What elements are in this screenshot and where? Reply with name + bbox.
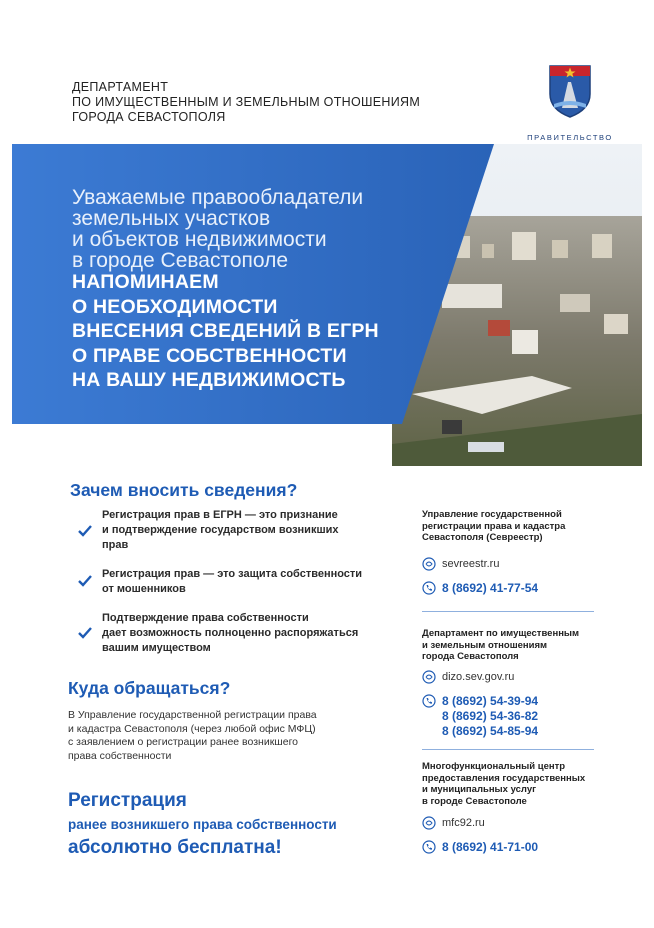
department-line: ПО ИМУЩЕСТВЕННЫМ И ЗЕМЕЛЬНЫМ ОТНОШЕНИЯМ (72, 95, 421, 109)
where-line: и кадастра Севастополя (через любой офис МФЦ) (68, 722, 316, 735)
org-line: и муниципальных услуг (422, 784, 537, 795)
banner-headline-line: О НЕОБХОДИМОСТИ (72, 295, 278, 318)
banner-headline (72, 270, 379, 393)
sevastopol-crest-icon (548, 64, 592, 118)
why-item-line: Регистрация прав — это защита собственности (102, 568, 363, 580)
phone-number[interactable]: 8 (8692) 54-85-94 (442, 724, 539, 738)
org-name (422, 509, 565, 544)
banner-title-line: земельных участков (72, 207, 271, 230)
registration-free: абсолютно бесплатна! (68, 837, 282, 858)
banner-headline-line: О ПРАВЕ СОБСТВЕННОСТИ (72, 344, 347, 367)
org-name (422, 628, 579, 663)
where-line: В Управление государственной регистрации права (68, 709, 317, 721)
org-line: и земельным отношениям (422, 639, 548, 651)
why-item-line: дает возможность полноценно распоряжаться (102, 627, 359, 639)
website-text[interactable]: sevreestr.ru (442, 558, 500, 570)
website-text[interactable]: dizo.sev.gov.ru (442, 671, 515, 683)
org-name (422, 761, 585, 807)
org-line: Департамент по имущественным (422, 628, 580, 639)
where-text (68, 709, 317, 763)
contact-divider (422, 749, 594, 750)
check-icon (78, 575, 92, 587)
registration-title: Регистрация (68, 790, 187, 811)
phone-number[interactable]: 8 (8692) 41-77-54 (442, 581, 539, 595)
banner-title (72, 187, 363, 271)
banner-headline-line: ВНЕСЕНИЯ СВЕДЕНИЙ В ЕГРН (72, 320, 379, 342)
why-item-line: от мошенников (102, 583, 186, 595)
why-item-line: прав (102, 539, 129, 551)
why-item-line: Регистрация прав в ЕГРН — это признание (102, 509, 338, 521)
globe-icon (422, 816, 436, 830)
why-item-line: и подтверждение государством возникших (102, 524, 339, 536)
phone-icon (422, 581, 436, 595)
globe-icon (422, 670, 436, 684)
why-heading: Зачем вносить сведения? (70, 480, 298, 500)
globe-icon (422, 557, 436, 571)
contact-divider (422, 611, 594, 612)
org-line: города Севастополя (422, 651, 519, 662)
banner-title-line: в городе Севастополе (72, 249, 289, 272)
department-line: ДЕПАРТАМЕНТ (72, 80, 169, 94)
banner-title-line: и объектов недвижимости (72, 228, 327, 251)
org-line: регистрации права и кадастра (422, 520, 566, 532)
banner-headline-line: НАПОМИНАЕМ (72, 271, 219, 293)
org-line: Управление государственной (422, 509, 562, 520)
phone-number[interactable]: 8 (8692) 54-36-82 (442, 709, 539, 723)
registration-subtitle: ранее возникшего права собственности (68, 817, 337, 832)
where-heading: Куда обращаться? (68, 678, 231, 698)
government-line: ПРАВИТЕЛЬСТВО (527, 133, 613, 142)
org-line: Севастополя (Севреестр) (422, 532, 543, 543)
phone-number[interactable]: 8 (8692) 54-39-94 (442, 694, 539, 708)
why-item-line: Подтверждение права собственности (102, 612, 309, 624)
where-line: с заявлением о регистрации ранее возникшего (68, 736, 299, 748)
banner-headline-line: НА ВАШУ НЕДВИЖИМОСТЬ (72, 369, 346, 391)
org-line: предоставления государственных (422, 772, 586, 784)
where-line: права собственности (68, 749, 172, 762)
check-icon (78, 627, 92, 639)
website-text[interactable]: mfc92.ru (442, 817, 485, 829)
check-icon (78, 525, 92, 537)
phone-icon (422, 840, 436, 854)
phone-number[interactable]: 8 (8692) 41-71-00 (442, 840, 539, 854)
banner-title-line: Уважаемые правообладатели (72, 186, 364, 209)
why-item-line: вашим имуществом (102, 642, 211, 654)
phone-icon (422, 694, 436, 708)
department-header (72, 80, 420, 125)
org-line: Многофункциональный центр (422, 761, 566, 772)
org-line: в городе Севастополе (422, 795, 527, 807)
department-line: ГОРОДА СЕВАСТОПОЛЯ (72, 110, 226, 124)
government-logo (525, 64, 615, 153)
